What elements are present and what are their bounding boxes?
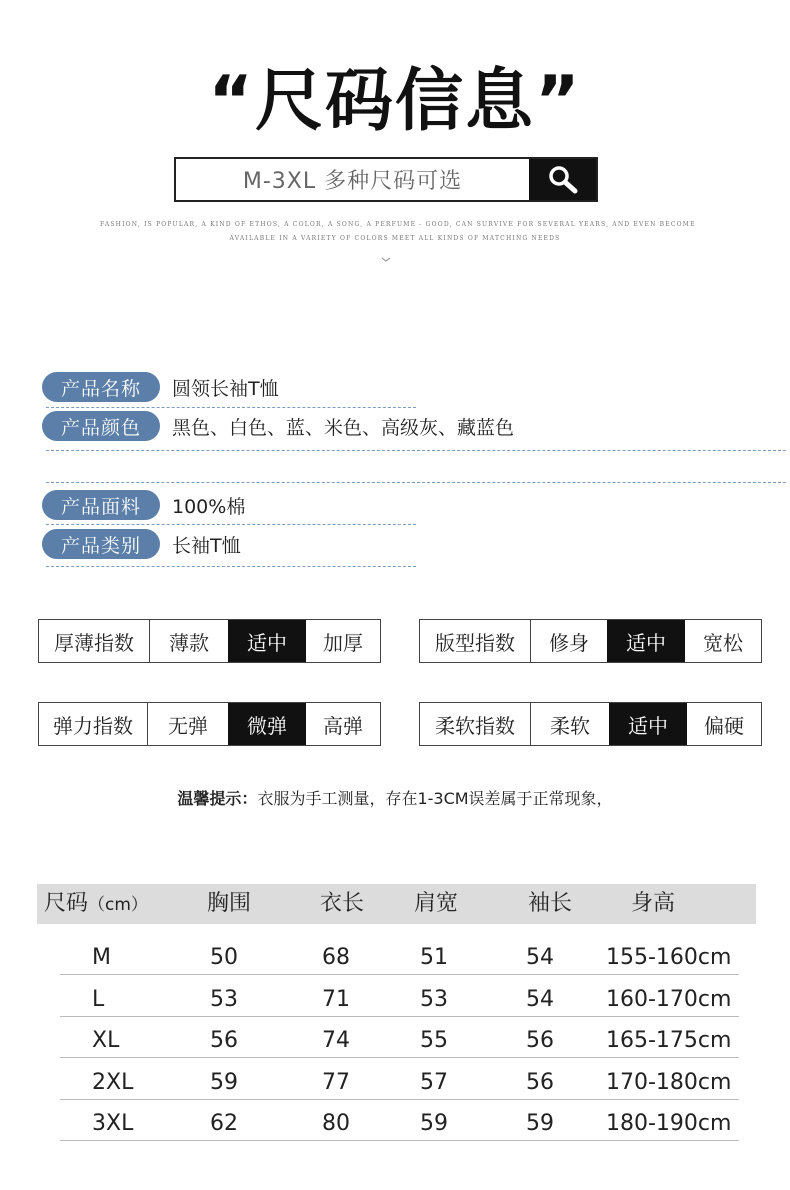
index-option: 高弹 <box>323 713 363 738</box>
divider <box>46 566 416 567</box>
cell-height: 180-190cm <box>606 1111 732 1136</box>
index-option-selected: 微弹 <box>228 703 306 745</box>
cell-size: 2XL <box>92 1069 134 1095</box>
info-label: 产品名称 <box>42 372 160 402</box>
index-name: 厚薄指数 <box>39 620 150 662</box>
cell-size: M <box>92 945 111 970</box>
cell-height: 165-175cm <box>606 1028 732 1053</box>
row-divider <box>60 1057 739 1058</box>
cell-sleeve: 56 <box>526 1028 554 1053</box>
header-size: 尺码（cm） <box>44 891 148 916</box>
info-row-fabric <box>42 490 245 520</box>
tagline-line-1: FASHION, IS POPULAR, A KIND OF ETHOS, A COLOR, A SONG, A PERFUME - GOOD, CAN SURVIVE FOR SEVERAL YEARS, AND EVEN BECOME <box>100 221 696 228</box>
cell-length: 68 <box>322 945 350 970</box>
tagline-line-2: AVAILABLE IN A VARIETY OF COLORS MEET ALL KINDS OF MATCHING NEEDS <box>229 235 561 242</box>
measurement-tip <box>0 786 790 809</box>
info-label: 产品面料 <box>42 490 160 520</box>
cell-sleeve: 56 <box>526 1069 554 1095</box>
header-sleeve: 袖长 <box>528 891 573 916</box>
cell-shoulder: 55 <box>420 1028 448 1053</box>
header-height: 身高 <box>631 891 676 916</box>
index-option-selected: 适中 <box>607 620 685 662</box>
cell-size: XL <box>92 1028 120 1053</box>
cell-shoulder: 51 <box>420 945 448 970</box>
search-button[interactable] <box>529 159 596 200</box>
info-label: 产品类别 <box>42 529 160 559</box>
divider <box>46 482 786 483</box>
cell-chest: 50 <box>210 945 238 970</box>
fit-index <box>419 619 762 663</box>
header-chest: 胸围 <box>207 891 252 916</box>
index-option-selected: 适中 <box>228 620 306 662</box>
search-bar[interactable] <box>174 157 598 202</box>
cell-height: 160-170cm <box>606 986 732 1012</box>
cell-sleeve: 54 <box>526 945 554 970</box>
cell-height: 170-180cm <box>606 1069 732 1095</box>
elasticity-index <box>38 702 381 746</box>
cell-chest: 53 <box>210 986 238 1012</box>
index-option: 宽松 <box>703 630 743 655</box>
info-row-color <box>42 411 514 441</box>
cell-sleeve: 54 <box>526 986 554 1012</box>
index-option: 薄款 <box>169 630 209 655</box>
info-label: 产品颜色 <box>42 411 160 441</box>
softness-index <box>419 702 762 746</box>
cell-chest: 62 <box>210 1111 238 1136</box>
index-name: 柔软指数 <box>420 703 531 745</box>
cell-length: 77 <box>322 1069 350 1095</box>
page-title: “尺码信息” <box>208 62 582 141</box>
row-divider <box>60 1099 739 1100</box>
info-value: 圆领长袖T恤 <box>172 377 279 400</box>
cell-length: 71 <box>322 986 350 1012</box>
info-row-name <box>42 372 279 402</box>
search-input[interactable]: M-3XL 多种尺码可选 <box>242 169 463 194</box>
row-divider <box>60 974 739 975</box>
chevron-down-icon <box>379 255 393 265</box>
divider <box>46 450 786 451</box>
row-divider <box>60 1016 739 1017</box>
tip-text: 衣服为手工测量，存在1-3CM误差属于正常现象， <box>257 789 613 808</box>
index-name: 弹力指数 <box>39 703 148 745</box>
size-table-header <box>37 884 756 924</box>
index-option: 无弹 <box>168 713 208 738</box>
cell-chest: 59 <box>210 1069 238 1095</box>
index-name: 版型指数 <box>420 620 531 662</box>
cell-chest: 56 <box>210 1028 238 1053</box>
index-option: 修身 <box>549 630 589 655</box>
info-row-category <box>42 529 241 559</box>
thickness-index <box>38 619 381 663</box>
header-shoulder: 肩宽 <box>414 891 459 916</box>
header-length: 衣长 <box>320 891 365 916</box>
cell-shoulder: 57 <box>420 1069 448 1095</box>
cell-sleeve: 59 <box>526 1111 554 1136</box>
cell-size: L <box>92 986 105 1012</box>
index-option: 加厚 <box>323 630 363 655</box>
tip-label: 温馨提示： <box>177 789 258 808</box>
search-icon <box>546 163 580 197</box>
cell-shoulder: 59 <box>420 1111 448 1136</box>
cell-length: 74 <box>322 1028 350 1053</box>
info-value: 100%棉 <box>172 495 246 518</box>
index-option: 偏硬 <box>704 713 744 738</box>
index-option-selected: 适中 <box>609 703 687 745</box>
cell-shoulder: 53 <box>420 986 448 1012</box>
cell-height: 155-160cm <box>606 945 732 970</box>
row-divider <box>60 1140 739 1141</box>
info-value: 黑色、白色、蓝、米色、高级灰、藏蓝色 <box>172 416 515 439</box>
info-value: 长袖T恤 <box>172 534 241 557</box>
cell-length: 80 <box>322 1111 350 1136</box>
divider <box>46 407 416 408</box>
index-option: 柔软 <box>550 713 590 738</box>
cell-size: 3XL <box>92 1111 134 1136</box>
divider <box>46 524 416 525</box>
